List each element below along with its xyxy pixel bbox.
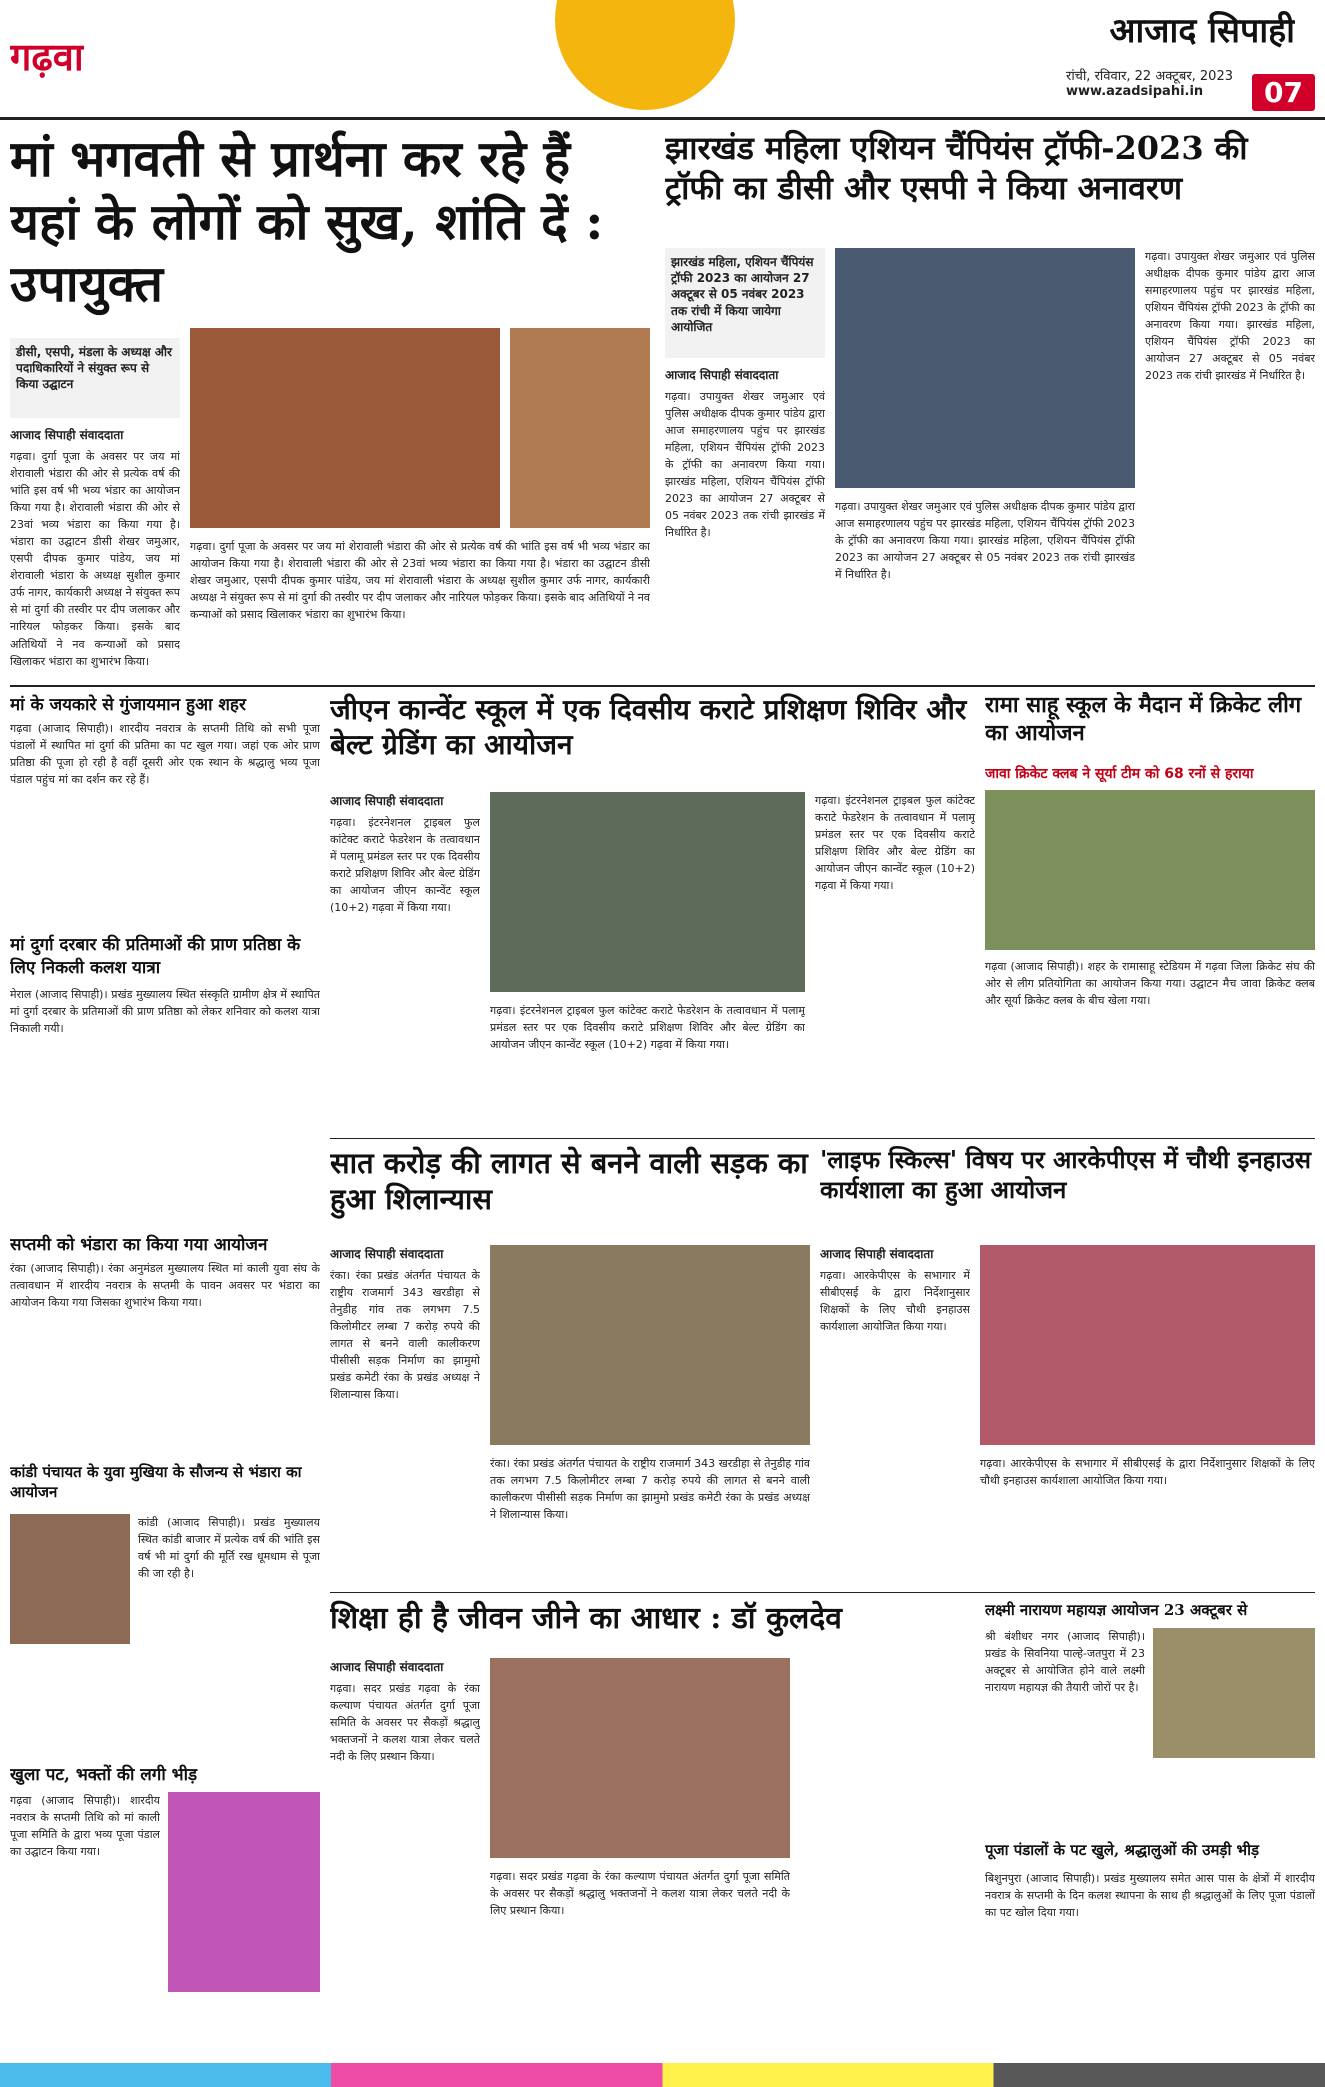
road-byline: आजाद सिपाही संवाददाता (330, 1247, 444, 1261)
cricket-subhead: जावा क्रिकेट क्लब ने सूर्या टीम को 68 रनों से हराया (985, 766, 1254, 782)
date-text: रांची, रविवार, 22 अक्टूबर, 2023 (1066, 69, 1233, 84)
divider (10, 685, 1315, 687)
trophy-headline: झारखंड महिला एशियन चैंपियंस ट्रॉफी-2023 की ट्रॉफी का डीसी और एसपी ने किया अनावरण (665, 129, 1248, 207)
newspaper-name: आजाद सिपाही (1109, 11, 1295, 51)
cricket-story (985, 692, 1315, 1132)
karate-photo (490, 792, 805, 992)
left-s5-photo (168, 1792, 320, 1992)
lifeskills-body: गढ़वा। आरकेपीएस के सभागार में सीबीएसई के द्वारा निर्देशानुसार शिक्षकों के लिए चौथी इनहाउस कार्यशाला आयोजित किया गया। (820, 1269, 970, 1334)
lifeskills-story (820, 1145, 1315, 1585)
lead-body: गढ़वा। दुर्गा पूजा के अवसर पर जय मां शेरावाली भंडारा की ओर से प्रत्येक वर्ष की भांति इस वर्ष भी भव्य भंडार का आयोजन किया गया है। शेरावाली भंडारा की ओर से 23वां भव्य भंडारा का किया गया है। भंडारा का उद्घाटन डीसी शेखर जमुआर, एसपी दीपक कुमार पांडेय, जय मां शेरावाली भंडारा के अध्यक्ष सुशील कुमार उर्फ नागर, कार्यकारी अध्यक्ष ने संयुक्त रूप से मां दुर्गा की तस्वीर पर दीप जलाकर और नारियल फोड़कर किया। इसके बाद अतिथियों ने नव कन्याओं को प्रसाद खिलाकर भंडारा का शुभारंभ किया। (10, 450, 180, 668)
trophy-photo (835, 248, 1135, 488)
left-s3-body: रंका (आजाद सिपाही)। रंका अनुमंडल मुख्यालय स्थित मां काली युवा संघ के तत्वावधान में शारदीय नवरात्र के सप्तमी के पावन अवसर पर भंडारा का आयोजन किया गया जिसका शुभारंभ किया गया। (10, 1262, 320, 1310)
lead-photo-2 (510, 328, 650, 528)
left-s4-photo (10, 1514, 130, 1644)
karate-body-continued: गढ़वा। इंटरनेशनल ट्राइबल फुल कांटेक्ट कराटे फेडरेशन के तत्वावधान में पलामू प्रमंडल स्तर पर एक दिवसीय कराटे प्रशिक्षण शिविर और बेल्ट ग्रेडिंग का आयोजन जीएन कान्वेंट स्कूल (10+2) गढ़वा में किया गया। (490, 1004, 805, 1052)
cricket-body: गढ़वा (आजाद सिपाही)। शहर के रामासाहू स्टेडियम में गढ़वा जिला क्रिकेट संघ की ओर से लीग प्रतियोगिता का आयोजन किया गया। उद्घाटन मैच जावा क्रिकेट क्लब और सूर्या क्रिकेट क्लब के बीच खेला गया। (985, 960, 1315, 1008)
masthead (0, 0, 1325, 120)
right-s2-title: पूजा पंडालों के पट खुले, श्रद्धालुओं की उमड़ी भीड़ (985, 1841, 1260, 1859)
lead-body-continued: गढ़वा। दुर्गा पूजा के अवसर पर जय मां शेरावाली भंडारा की ओर से प्रत्येक वर्ष की भांति इस वर्ष भी भव्य भंडार का आयोजन किया गया है। शेरावाली भंडारा की ओर से 23वां भव्य भंडारा का किया गया है। भंडारा का उद्घाटन डीसी शेखर जमुआर, एसपी दीपक कुमार पांडेय, जय मां शेरावाली भंडारा के अध्यक्ष सुशील कुमार उर्फ नागर, कार्यकारी अध्यक्ष ने संयुक्त रूप से मां दुर्गा की तस्वीर पर दीप जलाकर और नारियल फोड़कर किया। इसके बाद अतिथियों ने नव कन्याओं को प्रसाद खिलाकर भंडारा का शुभारंभ किया। (190, 540, 650, 622)
trophy-body-right: गढ़वा। उपायुक्त शेखर जमुआर एवं पुलिस अधीक्षक दीपक कुमार पांडेय द्वारा आज समाहरणालय पहुंच पर झारखंड महिला, एशियन चैंपियंस ट्रॉफी 2023 के ट्रॉफी का अनावरण किया गया। झारखंड महिला, एशियन चैंपियंस ट्रॉफी 2023 का आयोजन 27 अक्टूबर से 05 नवंबर 2023 तक रांची झारखंड में निर्धारित है। (1145, 250, 1315, 383)
website-link[interactable]: www.azadsipahi.in (1066, 84, 1204, 99)
left-s4-body: कांडी (आजाद सिपाही)। प्रखंड मुख्यालय स्थित कांडी बाजार में प्रत्येक वर्ष की भांति इस वर्ष भी मां दुर्गा की मूर्ति रख धूमधाम से पूजा की जा रही है। (138, 1516, 320, 1581)
lifeskills-byline: आजाद सिपाही संवाददाता (820, 1247, 934, 1261)
left-s5-body: गढ़वा (आजाद सिपाही)। शारदीय नवरात्र के सप्तमी तिथि को मां काली पूजा समिति के द्वारा भव्य पूजा पंडाल का उद्घाटन किया गया। (10, 1794, 160, 1859)
right-bottom-column (985, 1600, 1315, 2060)
trophy-body-continued: गढ़वा। उपायुक्त शेखर जमुआर एवं पुलिस अधीक्षक दीपक कुमार पांडेय द्वारा आज समाहरणालय पहुंच पर झारखंड महिला, एशियन चैंपियंस ट्रॉफी 2023 के ट्रॉफी का अनावरण किया गया। झारखंड महिला, एशियन चैंपियंस ट्रॉफी 2023 का आयोजन 27 अक्टूबर से 05 नवंबर 2023 तक रांची झारखंड में निर्धारित है। (835, 500, 1135, 582)
lifeskills-headline: 'लाइफ स्किल्स' विषय पर आरकेपीएस में चौथी इनहाउस कार्यशाला का हुआ आयोजन (820, 1145, 1311, 1204)
karate-headline: जीएन कान्वेंट स्कूल में एक दिवसीय कराटे प्रशिक्षण शिविर और बेल्ट ग्रेडिंग का आयोजन (330, 693, 967, 761)
left-s1-body: गढ़वा (आजाद सिपाही)। शारदीय नवरात्र के सप्तमी तिथि को सभी पूजा पंडालों में स्थापित मां दुर्गा की प्रतिमा का पट खुल गया। जहां एक ओर प्राण प्रतिष्ठा की पूजा हो रही है वहीं दूसरी ओर एक स्थान के श्रद्धालु भव्य पूजा पंडाल पहुंच मां का दर्शन कर रहे हैं। (10, 722, 320, 787)
trophy-kicker: झारखंड महिला, एशियन चैंपियंस ट्रॉफी 2023 का आयोजन 27 अक्टूबर से 05 नवंबर 2023 तक रांची में किया जायेगा आयोजित (665, 248, 825, 358)
road-body: रंका। रंका प्रखंड अंतर्गत पंचायत के राष्ट्रीय राजमार्ग 343 खरडीहा से तेनुडीह गांव तक लगभग 7.5 किलोमीटर लम्बा 7 करोड़ रुपये की लागत से बनने वाली कालीकरण पीसीसी सड़क निर्माण का झामुमो प्रखंड कमेटी रंका के प्रखंड अध्यक्ष ने शिलान्यास किया। (330, 1269, 480, 1402)
trophy-story (665, 128, 1315, 678)
lead-byline: आजाद सिपाही संवाददाता (10, 428, 124, 442)
region-title: गढ़वा (10, 34, 84, 79)
karate-byline: आजाद सिपाही संवाददाता (330, 794, 444, 808)
karate-story (330, 692, 975, 1132)
footer-color-bar (0, 2063, 1325, 2087)
lead-story (10, 128, 650, 678)
left-s5-title: खुला पट, भक्तों की लगी भीड़ (10, 1765, 198, 1785)
karate-body-right: गढ़वा। इंटरनेशनल ट्राइबल फुल कांटेक्ट कराटे फेडरेशन के तत्वावधान में पलामू प्रमंडल स्तर पर एक दिवसीय कराटे प्रशिक्षण शिविर और बेल्ट ग्रेडिंग का आयोजन जीएन कान्वेंट स्कूल (10+2) गढ़वा में किया गया। (815, 794, 975, 893)
education-byline: आजाद सिपाही संवाददाता (330, 1660, 444, 1674)
road-story (330, 1145, 810, 1585)
road-headline: सात करोड़ की लागत से बनने वाली सड़क का हुआ शिलान्यास (330, 1146, 808, 1217)
road-photo (490, 1245, 810, 1445)
right-s1-body: श्री बंशीधर नगर (आजाद सिपाही)। प्रखंड के सिवनिया पाल्हे-जतपुरा में 23 अक्टूबर से आयोजित होने वाले लक्ष्मी नारायण महायज्ञ की तैयारी जोरों पर है। (985, 1630, 1145, 1695)
right-s1-title: लक्ष्मी नारायण महायज्ञ आयोजन 23 अक्टूबर से (985, 1601, 1248, 1619)
divider-2 (330, 1138, 1315, 1139)
left-s2-title: मां दुर्गा दरबार की प्रतिमाओं की प्राण प्रतिष्ठा के लिए निकली कलश यात्रा (10, 935, 301, 978)
sun-emblem-icon (555, 0, 735, 110)
lead-kicker: डीसी, एसपी, मंडला के अध्यक्ष और पदाधिकारियों ने संयुक्त रूप से किया उद्घाटन (10, 338, 180, 418)
right-s2-body: बिशुनपुरा (आजाद सिपाही)। प्रखंड मुख्यालय समेत आस पास के क्षेत्रों में शारदीय नवरात्र के सप्तमी के दिन कलश स्थापना के साथ ही श्रद्धालुओं के लिए पूजा पंडालों का पट खोल दिया गया। (985, 1872, 1315, 1920)
education-body: गढ़वा। सदर प्रखंड गढ़वा के रंका कल्याण पंचायत अंतर्गत दुर्गा पूजा समिति के अवसर पर सैकड़ों श्रद्धालु भक्तजनों ने कलश यात्रा लेकर चलते नदी के लिए प्रस्थान किया। (330, 1682, 480, 1764)
cricket-headline: रामा साहू स्कूल के मैदान में क्रिकेट लीग का आयोजन (985, 692, 1302, 746)
left-s3-title: सप्तमी को भंडारा का किया गया आयोजन (10, 1235, 268, 1255)
lifeskills-body-continued: गढ़वा। आरकेपीएस के सभागार में सीबीएसई के द्वारा निर्देशानुसार शिक्षकों के लिए चौथी इनहाउस कार्यशाला आयोजित किया गया। (980, 1457, 1315, 1488)
education-headline: शिक्षा ही है जीवन जीने का आधार : डॉ कुलदेव (330, 1601, 842, 1636)
dateline (1066, 66, 1233, 99)
lead-headline: मां भगवती से प्रार्थना कर रहे हैं यहां के लोगों को सुख, शांति दें : उपायुक्त (10, 129, 604, 313)
left-column (10, 692, 320, 2062)
divider-3 (330, 1592, 1315, 1593)
trophy-body: गढ़वा। उपायुक्त शेखर जमुआर एवं पुलिस अधीक्षक दीपक कुमार पांडेय द्वारा आज समाहरणालय पहुंच पर झारखंड महिला, एशियन चैंपियंस ट्रॉफी 2023 के ट्रॉफी का अनावरण किया गया। झारखंड महिला, एशियन चैंपियंस ट्रॉफी 2023 का आयोजन 27 अक्टूबर से 05 नवंबर 2023 तक रांची झारखंड में निर्धारित है। (665, 390, 825, 540)
lifeskills-photo (980, 1245, 1315, 1445)
education-body-continued: गढ़वा। सदर प्रखंड गढ़वा के रंका कल्याण पंचायत अंतर्गत दुर्गा पूजा समिति के अवसर पर सैकड़ों श्रद्धालु भक्तजनों ने कलश यात्रा लेकर चलते नदी के लिए प्रस्थान किया। (490, 1870, 790, 1918)
road-body-continued: रंका। रंका प्रखंड अंतर्गत पंचायत के राष्ट्रीय राजमार्ग 343 खरडीहा से तेनुडीह गांव तक लगभग 7.5 किलोमीटर लम्बा 7 करोड़ रुपये की लागत से बनने वाली कालीकरण पीसीसी सड़क निर्माण का झामुमो प्रखंड कमेटी रंका के प्रखंड अध्यक्ष ने शिलान्यास किया। (490, 1457, 810, 1522)
trophy-byline: आजाद सिपाही संवाददाता (665, 368, 779, 382)
page-number: 07 (1252, 74, 1315, 111)
karate-body: गढ़वा। इंटरनेशनल ट्राइबल फुल कांटेक्ट कराटे फेडरेशन के तत्वावधान में पलामू प्रमंडल स्तर पर एक दिवसीय कराटे प्रशिक्षण शिविर और बेल्ट ग्रेडिंग का आयोजन जीएन कान्वेंट स्कूल (10+2) गढ़वा में किया गया। (330, 816, 480, 915)
lead-photo (190, 328, 500, 528)
left-s2-body: मेराल (आजाद सिपाही)। प्रखंड मुख्यालय स्थित संस्कृति ग्रामीण क्षेत्र में स्थापित मां दुर्गा दरबार के प्रतिमाओं की प्राण प्रतिष्ठा को लेकर शनिवार को कलश यात्रा निकाली गयी। (10, 988, 320, 1036)
left-s1-title: मां के जयकारे से गुंजायमान हुआ शहर (10, 695, 246, 715)
education-photo (490, 1658, 790, 1858)
left-s4-title: कांडी पंचायत के युवा मुखिया के सौजन्य से भंडारा का आयोजन (10, 1463, 302, 1501)
right-s1-photo (1153, 1628, 1315, 1758)
cricket-photo (985, 790, 1315, 950)
education-story (330, 1600, 930, 2060)
